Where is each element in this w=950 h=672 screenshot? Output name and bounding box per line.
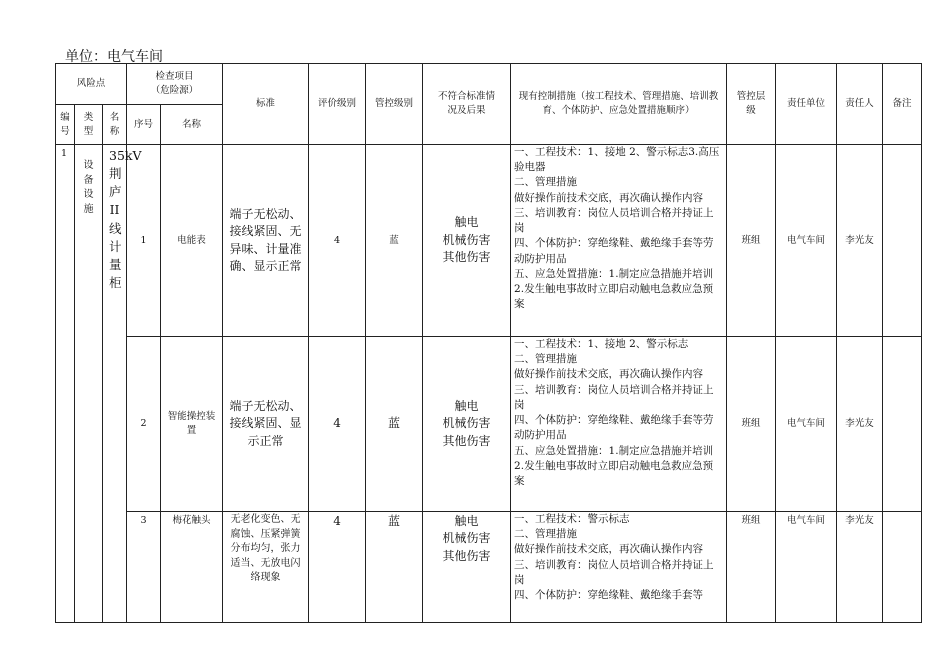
row-control-level: 蓝 [366, 337, 423, 512]
header-remarks: 备注 [883, 64, 922, 145]
header-check-item-title: 检查项目 [155, 71, 194, 83]
header-standard: 标准 [223, 64, 309, 145]
row-resp-person: 李光友 [837, 145, 883, 337]
row-consequence: 触电 机械伤害 其他伤害 [423, 145, 511, 337]
row-seq: 1 [127, 145, 161, 337]
header-no: 编号 [56, 105, 75, 145]
row-eval-level: 4 [309, 337, 366, 512]
row-consequence: 触电 机械伤害 其他伤害 [423, 337, 511, 512]
row-resp-person: 李光友 [837, 337, 883, 512]
header-type: 类型 [75, 105, 103, 145]
row-eval-level: 4 [309, 145, 366, 337]
row-item-name: 电能表 [161, 145, 223, 337]
header-item-name: 名称 [161, 105, 223, 145]
header-nonconform: 不符合标准情况及后果 [423, 64, 511, 145]
row-item-name: 智能操控装置 [161, 337, 223, 512]
row-eval-level: 4 [309, 512, 366, 623]
table-row [56, 337, 922, 512]
row-remarks [883, 512, 922, 623]
row-control-level: 蓝 [366, 145, 423, 337]
unit-title: 单位：电气车间 [65, 49, 163, 65]
header-control-level: 管控级别 [366, 64, 423, 145]
header-measures: 现有控制措施（按工程技术、管理措施、培训教育、个体防护、应急处置措施顺序） [511, 64, 727, 145]
row-remarks [883, 337, 922, 512]
row-item-name: 梅花触头 [161, 512, 223, 623]
row-control-level: 蓝 [366, 512, 423, 623]
row-control-tier: 班组 [727, 337, 776, 512]
header-check-item [127, 64, 223, 105]
table-row [56, 145, 922, 337]
header-eval-level: 评价级别 [309, 64, 366, 145]
row-resp-unit: 电气车间 [776, 512, 837, 623]
row-seq: 3 [127, 512, 161, 623]
header-resp-person: 责任人 [837, 64, 883, 145]
row-measures: 一、工程技术：1、接地 2、警示标志3.高压验电器 二、管理措施 做好操作前技术交底，再次确认操作内容 三、培训教育：岗位人员培训合格并持证上岗 四、个体防护：穿绝缘鞋、戴绝缘手套等劳动防护用品 五、应急处置措施：1.制定应急措施并培训2.发生触电事故时立即启动触电急救应急预案 [511, 145, 727, 337]
header-seq: 序号 [127, 105, 161, 145]
header-row-1 [56, 64, 922, 105]
row-consequence: 触电 机械伤害 其他伤害 [423, 512, 511, 623]
row-measures: 一、工程技术：警示标志 二、管理措施 做好操作前技术交底，再次确认操作内容 三、培训教育：岗位人员培训合格并持证上岗 四、个体防护：穿绝缘鞋、戴绝缘手套等 [511, 512, 727, 623]
table-row [56, 512, 922, 623]
row-standard: 端子无松动、接线紧固、无异味、计量准确、显示正常 [223, 145, 309, 337]
row-standard: 端子无松动、接线紧固、显示正常 [223, 337, 309, 512]
row-resp-person: 李光友 [837, 512, 883, 623]
row-standard: 无老化变色、无腐蚀、压紧弹簧分布均匀，张力适当、无放电闪络现象 [223, 512, 309, 623]
row-remarks [883, 145, 922, 337]
header-resp-unit: 责任单位 [776, 64, 837, 145]
row-seq: 2 [127, 337, 161, 512]
risk-control-table [55, 63, 922, 623]
row-control-tier: 班组 [727, 512, 776, 623]
header-control-tier: 管控层级 [727, 64, 776, 145]
header-name: 名称 [103, 105, 127, 145]
row-resp-unit: 电气车间 [776, 337, 837, 512]
header-risk-point: 风险点 [56, 64, 127, 105]
row-control-tier: 班组 [727, 145, 776, 337]
row-resp-unit: 电气车间 [776, 145, 837, 337]
header-check-item-sub: （危险源） [150, 85, 199, 96]
row-measures: 一、工程技术：1、接地 2、警示标志 二、管理措施 做好操作前技术交底，再次确认操作内容 三、培训教育：岗位人员培训合格并持证上岗 四、个体防护：穿绝缘鞋、戴绝缘手套等劳动防护用品 五、应急处置措施：1.制定应急措施并培训2.发生触电事故时立即启动触电急救应急预案 [511, 337, 727, 512]
risk-point-type: 设备设施 [75, 145, 103, 623]
risk-point-name: 35kV荆庐II线计量柜 [103, 145, 127, 623]
risk-point-no: 1 [56, 145, 75, 623]
